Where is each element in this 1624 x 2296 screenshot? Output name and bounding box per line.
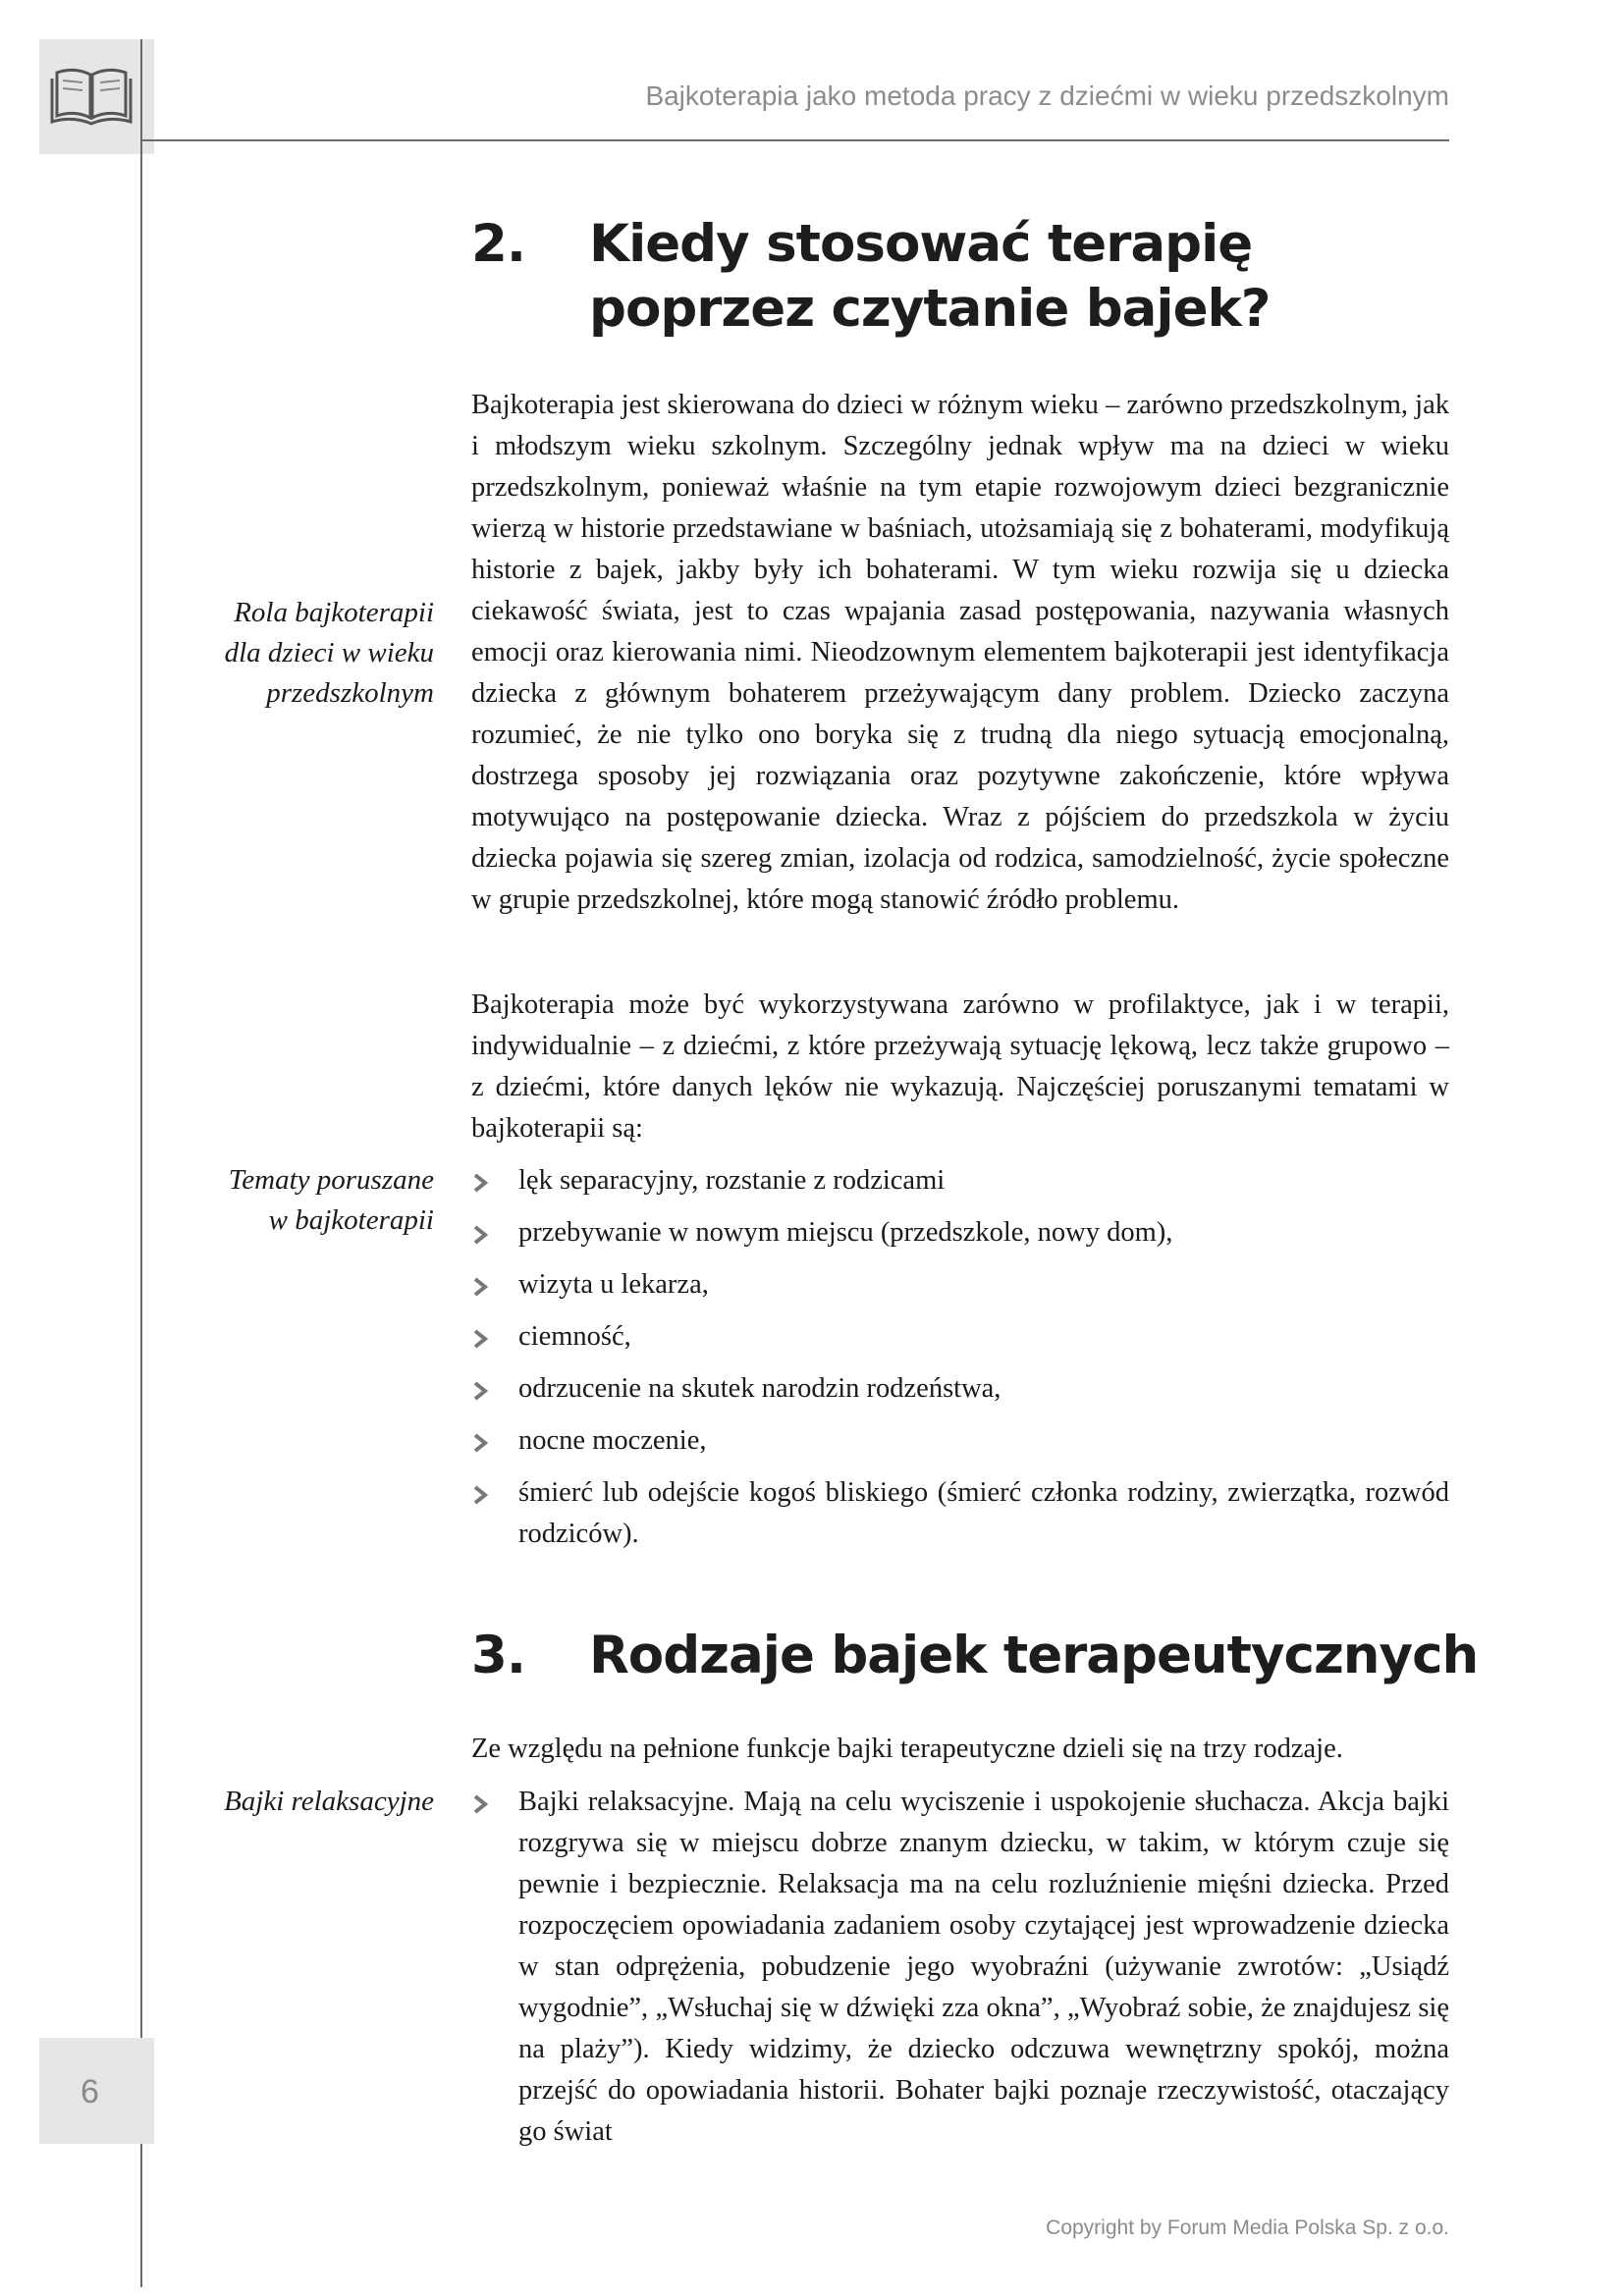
chevron-right-icon	[471, 1225, 489, 1245]
copyright-footer: Copyright by Forum Media Polska Sp. z o.o.	[1046, 2216, 1449, 2239]
margin-note-line: w bajkoterapii	[268, 1204, 434, 1236]
chevron-right-icon	[471, 1277, 489, 1297]
list-item	[471, 1160, 1449, 1201]
margin-note-line: Tematy poruszane	[228, 1164, 434, 1196]
margin-note-topics	[149, 1160, 434, 1241]
section-number: 3.	[471, 1626, 526, 1685]
list-item	[471, 1420, 1449, 1462]
list-item-text: Bajki relaksacyjne. Mają na celu wyciszenie i uspokojenie słuchacza. Akcja bajki rozgrywa się w miejscu dobrze znanym dziecku, w takim, w którym czuje się pewnie i bezpiecznie. Relaksacja ma na celu rozluźnienie mięśni dziecka. Przed rozpoczęciem opowiadania zadaniem osoby czytającej jest wprowadzenie dziecka w stan odprężenia, pobudzenie jego wyobraźni (używanie zwrotów: „Usiądź wygodnie”, „Wsłuchaj się w dźwięki zza okna”, „Wyobraź sobie, że znajdujesz się na plaży”). Kiedy widzimy, że dziecko odczuwa wewnętrzny spokój, można przejść do opowiadania historii. Bohater bajki poznaje rzeczywistość, otaczający go świat	[518, 1787, 1449, 2147]
section-title: Rodzaje bajek terapeutycznych	[589, 1626, 1479, 1685]
margin-note-relaxation: Bajki relaksacyjne	[224, 1786, 434, 1817]
chevron-right-icon	[471, 1173, 489, 1193]
margin-note-line: przedszkolnym	[266, 677, 434, 709]
vertical-rule	[140, 39, 142, 2287]
list-item	[471, 1472, 1449, 1555]
list-item	[471, 1212, 1449, 1254]
list-item-text: ciemność,	[518, 1321, 631, 1352]
margin-note-line: dla dzieci w wieku	[224, 637, 434, 668]
topics-list	[471, 1160, 1449, 1566]
book-icon	[49, 59, 134, 130]
types-list	[471, 1782, 1449, 2163]
running-header: Bajkoterapia jako metoda pracy z dziećmi w wieku przedszkolnym	[645, 80, 1449, 111]
list-item-text: przebywanie w nowym miejscu (przedszkole, nowy dom),	[518, 1217, 1173, 1248]
section-title-line1: Kiedy stosować terapię	[589, 214, 1253, 274]
margin-note-line: Rola bajkoterapii	[234, 597, 434, 628]
paragraph: Bajkoterapia jest skierowana do dzieci w różnym wieku – zarówno przedszkolnym, jak i młodszym wieku szkolnym. Szczególny jednak wpływ ma na dzieci w wieku przedszkolnym, ponieważ właśnie na tym etapie rozwojowym dzieci bezgranicznie wierzą w historie przedstawiane w baśniach, utożsamiają się z bohaterami, modyfikują historie z bajek, jakby były ich bohaterami. W tym wieku rozwija się u dziecka ciekawość świata, jest to czas wpajania zasad postępowania, nazywania własnych emocji oraz kierowania nimi. Nieodzownym elementem bajkoterapii jest identyfikacja dziecka z głównym bohaterem przeżywającym dany problem. Dziecko zaczyna rozumieć, że nie tylko ono boryka się z trudną dla niego sytuacją emocjonalną, dostrzega sposoby jej rozwiązania oraz pozytywne zakończenie, które wpływa motywująco na postępowanie dziecka. Wraz z pójściem do przedszkola w życiu dziecka pojawia się szereg zmian, izolacja od rodzica, samodzielność, życie społeczne w grupie przedszkolnej, które mogą stanowić źródło problemu.	[471, 390, 1449, 915]
chevron-right-icon	[471, 1381, 489, 1401]
list-item	[471, 1316, 1449, 1358]
list-item	[471, 1264, 1449, 1306]
margin-note-role	[149, 593, 434, 714]
list-item-text: śmierć lub odejście kogoś bliskiego (śmierć członka rodziny, zwierzątka, rozwód rodziców).	[518, 1477, 1449, 1549]
page-number: 6	[81, 2073, 99, 2110]
section-number: 2.	[471, 214, 526, 274]
chevron-right-icon	[471, 1329, 489, 1349]
list-item-text: lęk separacyjny, rozstanie z rodzicami	[518, 1165, 946, 1196]
list-item	[471, 1368, 1449, 1410]
list-item-text: odrzucenie na skutek narodzin rodzeństwa,	[518, 1373, 1001, 1404]
list-item-text: nocne moczenie,	[518, 1425, 707, 1456]
list-item	[471, 1782, 1449, 2153]
header-rule	[140, 139, 1449, 141]
paragraph: Bajkoterapia może być wykorzystywana zarówno w profilaktyce, jak i w terapii, indywidualnie – z dziećmi, z które przeżywają sytuację lękową, lecz także grupowo – z dziećmi, które danych lęków nie wykazują. Najczęściej poruszanymi tematami w bajkoterapii są:	[471, 989, 1449, 1144]
chevron-right-icon	[471, 1794, 489, 1814]
chevron-right-icon	[471, 1485, 489, 1505]
chevron-right-icon	[471, 1433, 489, 1453]
paragraph: Ze względu na pełnione funkcje bajki terapeutyczne dzieli się na trzy rodzaje.	[471, 1734, 1343, 1764]
list-item-text: wizyta u lekarza,	[518, 1269, 709, 1300]
section-title-line2: poprzez czytanie bajek?	[589, 279, 1271, 339]
